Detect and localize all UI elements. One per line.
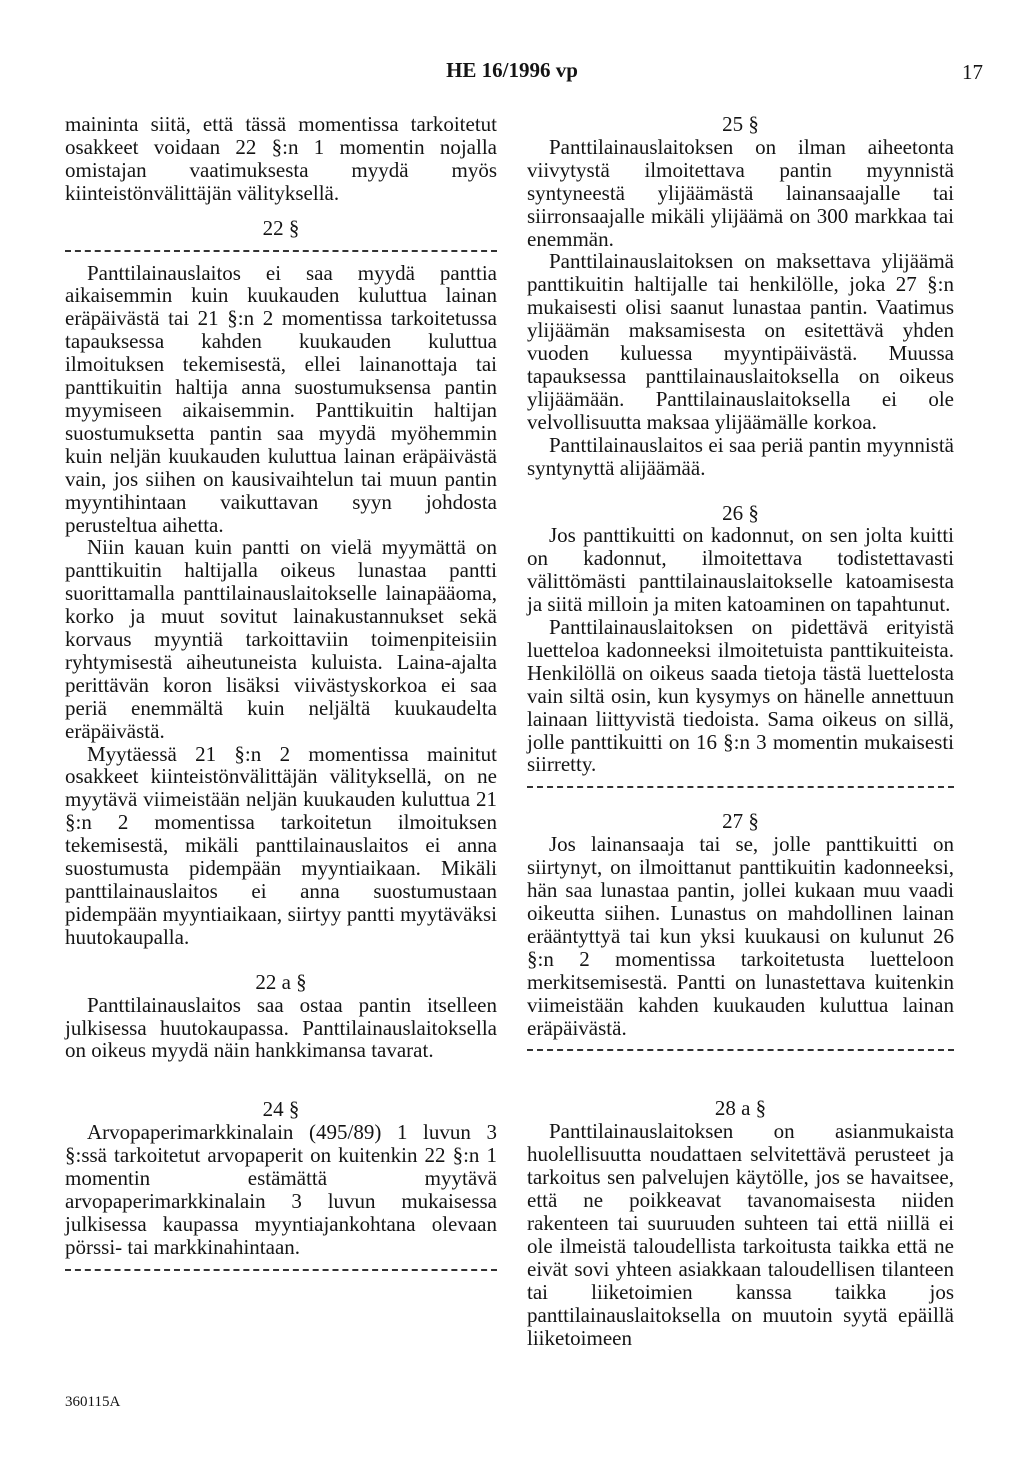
omission-dashes bbox=[527, 1049, 954, 1051]
page-number: 17 bbox=[962, 60, 983, 84]
left-column bbox=[65, 113, 497, 1281]
section-25-paragraph-1: Panttilainauslaitoksen on ilman aiheetonta viivytystä ilmoitettava pantin myynnistä syntyneestä ylijäämästä lainansaajalle tai siirronsaajalle mikäli ylijäämä on 300 markkaa tai enemmän. bbox=[527, 134, 954, 251]
omission-dashes bbox=[65, 1269, 497, 1271]
section-22a-heading: 22 a § bbox=[255, 969, 307, 994]
section-27-heading: 27 § bbox=[722, 809, 759, 834]
omission-dashes bbox=[65, 250, 497, 252]
section-26-paragraph-1: Jos panttikuitti on kadonnut, on sen jolta kuitti on kadonnut, ilmoitettava todistettavasti välittömästi panttilainauslaitokselle katoamisesta ja siitä milloin ja miten katoaminen on tapahtunut. bbox=[527, 523, 954, 617]
right-column bbox=[527, 113, 954, 1349]
print-code: 360115A bbox=[65, 1394, 121, 1410]
section-22a-paragraph-1: Panttilainauslaitos saa ostaa pantin itselleen julkisessa huutokaupassa. Panttilainauslaitoksella on oikeus myydä näin hankkimansa tavarat. bbox=[65, 992, 497, 1063]
section-25-paragraph-3: Panttilainauslaitos ei saa periä pantin myynnistä syntynyttä alijäämää. bbox=[527, 432, 954, 480]
section-22-paragraph-1: Panttilainauslaitos ei saa myydä panttia aikaisemmin kuin kuukauden kuluttua lainan eräpäivästä tai 21 §:n 2 momentissa tarkoitetussa tapauksessa kahden kuukauden kuluttua ilmoituksen tekemisestä, ellei lainanottaja tai panttikuitin haltija anna suostumuksensa pantin myymiseen aikaisemmin. Panttikuitin haltijan suostumuksetta pantin saa myydä myöhemmin kuin neljän kuukauden kuluttua lainan eräpäivästä vain, jos siihen on kausivaihtelun tai muun pantin myyntihintaan vaikuttavan syyn johdosta perusteltua aihetta. bbox=[65, 260, 497, 537]
section-26-heading: 26 § bbox=[722, 500, 759, 525]
section-26-paragraph-2: Panttilainauslaitoksen on pidettävä erityistä luetteloa kadonneeksi ilmoitetuista panttikuiteista. Henkilöllä on oikeus saada tietoja tästä luettelosta vain siltä osin, kun kysymys on hänelle annettuun lainaan liittyvistä tiedoista. Sama oikeus on sillä, jolle panttikuitti on 16 §:n 3 momentin mukaisesti siirretty. bbox=[527, 615, 954, 777]
section-22-heading: 22 § bbox=[262, 215, 300, 240]
section-24-paragraph-1: Arvopaperimarkkinalain (495/89) 1 luvun 3 §:ssä tarkoitetut arvopaperit on kuitenkin 22 §:n 1 momentin estämättä myytävä arvopaperimarkkinalain 3 luvun mukaisessa julkisessa kaupassa myyntiajankohtana olevaan pörssi- tai markkinahintaan. bbox=[65, 1120, 497, 1259]
section-24-heading: 24 § bbox=[262, 1097, 300, 1122]
section-22-paragraph-3: Myytäessä 21 §:n 2 momentissa mainitut osakkeet kiinteistönvälittäjän välityksellä, on ne myytävä viimeistään neljän kuukauden kuluttua 21 §:n 2 momentissa tarkoitetun ilmoituksen tekemisestä, mikäli panttilainauslaitos ei anna suostumusta pidempään myyntiaikaan. Mikäli panttilainauslaitos ei anna suostumustaan pidempään myyntiaikaan, siirtyy pantti myytäväksi huutokaupalla. bbox=[65, 741, 497, 949]
section-25-heading: 25 § bbox=[722, 112, 759, 136]
section-28a-heading: 28 a § bbox=[714, 1096, 767, 1121]
intro-paragraph: maininta siitä, että tässä momentissa tarkoitetut osakkeet voidaan 22 §:n 1 momentin nojalla omistajan vaatimuksesta myydä myös kiinteistönvälittäjän välityksellä. bbox=[65, 112, 497, 205]
document-reference: HE 16/1996 vp bbox=[446, 58, 578, 82]
section-28a-paragraph-1: Panttilainauslaitoksen on asianmukaista huolellisuutta noudattaen selvitettävä perusteet ja tarkoitus sen palvelujen käytölle, jos se havaitsee, että ne poikkeavat tavanomaisesta niiden rakenteen tai suuruuden suhteen tai että niillä ei ole ilmeistä taloudellista tarkoitusta taikka että ne eivät sovi yhteen asiakkaan taloudellisen tilanteen tai liiketoimien kanssa taikka jos panttilainauslaitoksella on muutoin syytä epäillä liiketoimeen bbox=[527, 1119, 954, 1350]
section-27-paragraph-1: Jos lainansaaja tai se, jolle panttikuitti on siirtynyt, on ilmoittanut panttikuitin kadonneeksi, hän saa lunastaa pantin, jollei kukaan muu vaadi oikeutta siihen. Lunastus on mahdollinen lainan erääntyttyä tai kun yksi kuukausi on kulunut 26 §:n 2 momentissa tarkoitetusta luetteloon merkitsemisestä. Pantti on lunastettava kuitenkin viimeistään kahden kuukauden kuluttua lainan eräpäivästä. bbox=[527, 832, 954, 1040]
section-25-paragraph-2: Panttilainauslaitoksen on maksettava ylijäämä panttikuitin haltijalle tai henkilölle, joka 27 §:n mukaisesti olisi saanut lunastaa pantin. Vaatimus ylijäämän maksamisesta on esitettävä yhden vuoden kuluessa myyntipäivästä. Muussa tapauksessa panttilainauslaitoksella on oikeus ylijäämään. Panttilainauslaitoksella ei ole velvollisuutta maksaa ylijäämälle korkoa. bbox=[527, 249, 954, 434]
omission-dashes bbox=[527, 786, 954, 788]
section-22-paragraph-2: Niin kauan kuin pantti on vielä myymättä on panttikuitin haltijalla oikeus lunastaa pantti suorittamalla panttilainauslaitokselle lainapääoma, korko ja muut sovitut lainakustannukset sekä korvaus myyntiä tarkoittaviin toimenpiteisiin ryhtymisestä aiheutuneista kuluista. Laina-ajalta perittävän koron lisäksi viivästyskorkoa ei saa periä enemmältä kuin neljältä kuukaudelta eräpäivästä. bbox=[65, 535, 497, 743]
